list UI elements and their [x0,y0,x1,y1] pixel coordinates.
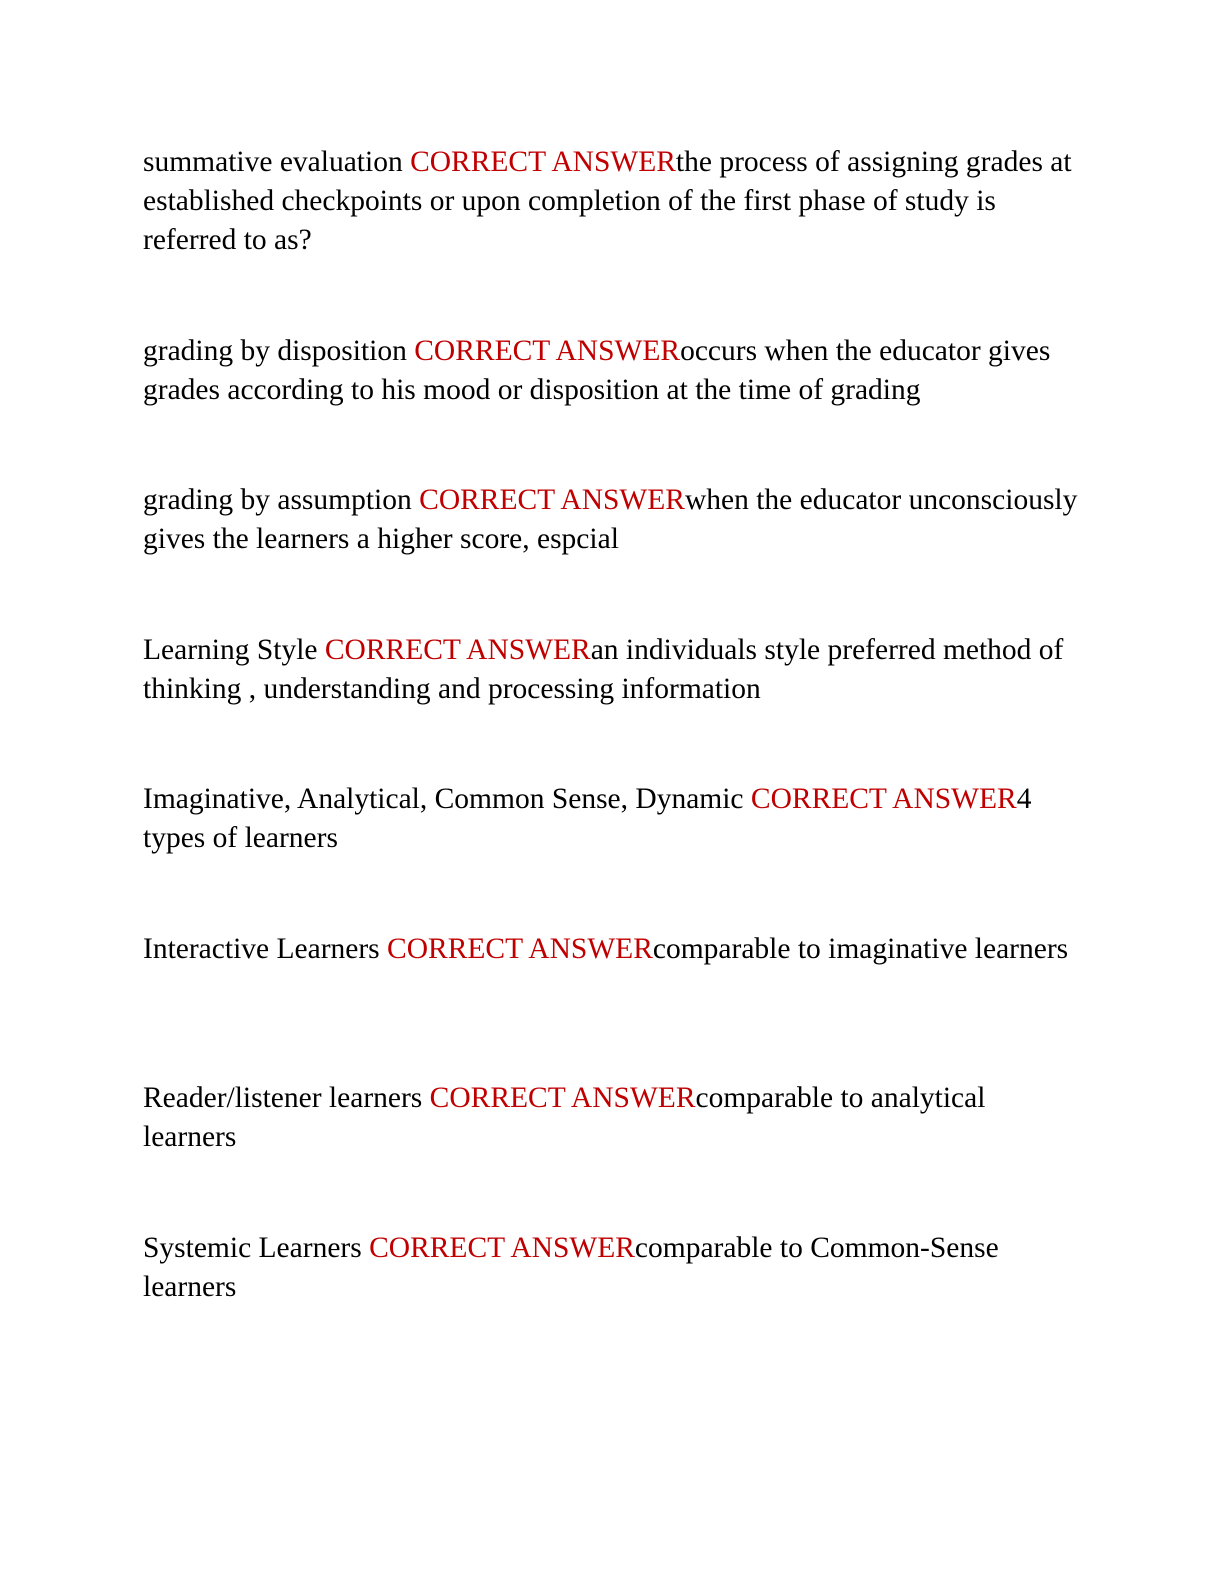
entry-definition: when the educator unconsciously gives the learners a higher score, espcial [143,484,1078,555]
flashcard-entry [143,481,1083,559]
entry-term: Imaginative, Analytical, Common Sense, Dynamic [143,783,751,815]
flashcard-entry [143,930,1083,969]
entry-definition: the process of assigning grades at established checkpoints or upon completion of the first phase of study is referred to as? [143,146,1072,256]
correct-answer-marker: CORRECT ANSWER [414,335,681,367]
flashcard-entry [143,780,1083,858]
correct-answer-marker: CORRECT ANSWER [369,1232,635,1264]
entry-term: grading by disposition [143,335,415,367]
correct-answer-marker: CORRECT ANSWER [429,1082,696,1114]
correct-answer-marker: CORRECT ANSWER [324,634,591,666]
entry-term: Interactive Learners [143,933,388,965]
flashcard-entry [143,1079,1083,1157]
correct-answer-marker: CORRECT ANSWER [410,146,676,178]
entry-term: grading by assumption [143,484,420,516]
entry-definition: comparable to analytical learners [143,1082,986,1153]
entry-term: Reader/listener learners [143,1082,430,1114]
entry-definition: comparable to imaginative learners [652,933,1069,965]
correct-answer-marker: CORRECT ANSWER [387,933,653,965]
entry-definition: comparable to Common-Sense learners [143,1232,999,1303]
flashcard-entry [143,143,1083,260]
correct-answer-marker: CORRECT ANSWER [419,484,685,516]
flashcard-entry [143,1229,1083,1307]
correct-answer-marker: CORRECT ANSWER [750,783,1017,815]
entry-term: Systemic Learners [143,1232,370,1264]
flashcard-entry [143,332,1083,410]
entry-definition: 4 types of learners [143,783,1032,854]
entry-definition: an individuals style preferred method of thinking , understanding and processing information [143,634,1064,705]
entry-term: Learning Style [143,634,325,666]
entry-definition: occurs when the educator gives grades according to his mood or disposition at the time of grading [143,335,1051,406]
flashcard-entry [143,631,1083,709]
entry-term: summative evaluation [143,146,411,178]
